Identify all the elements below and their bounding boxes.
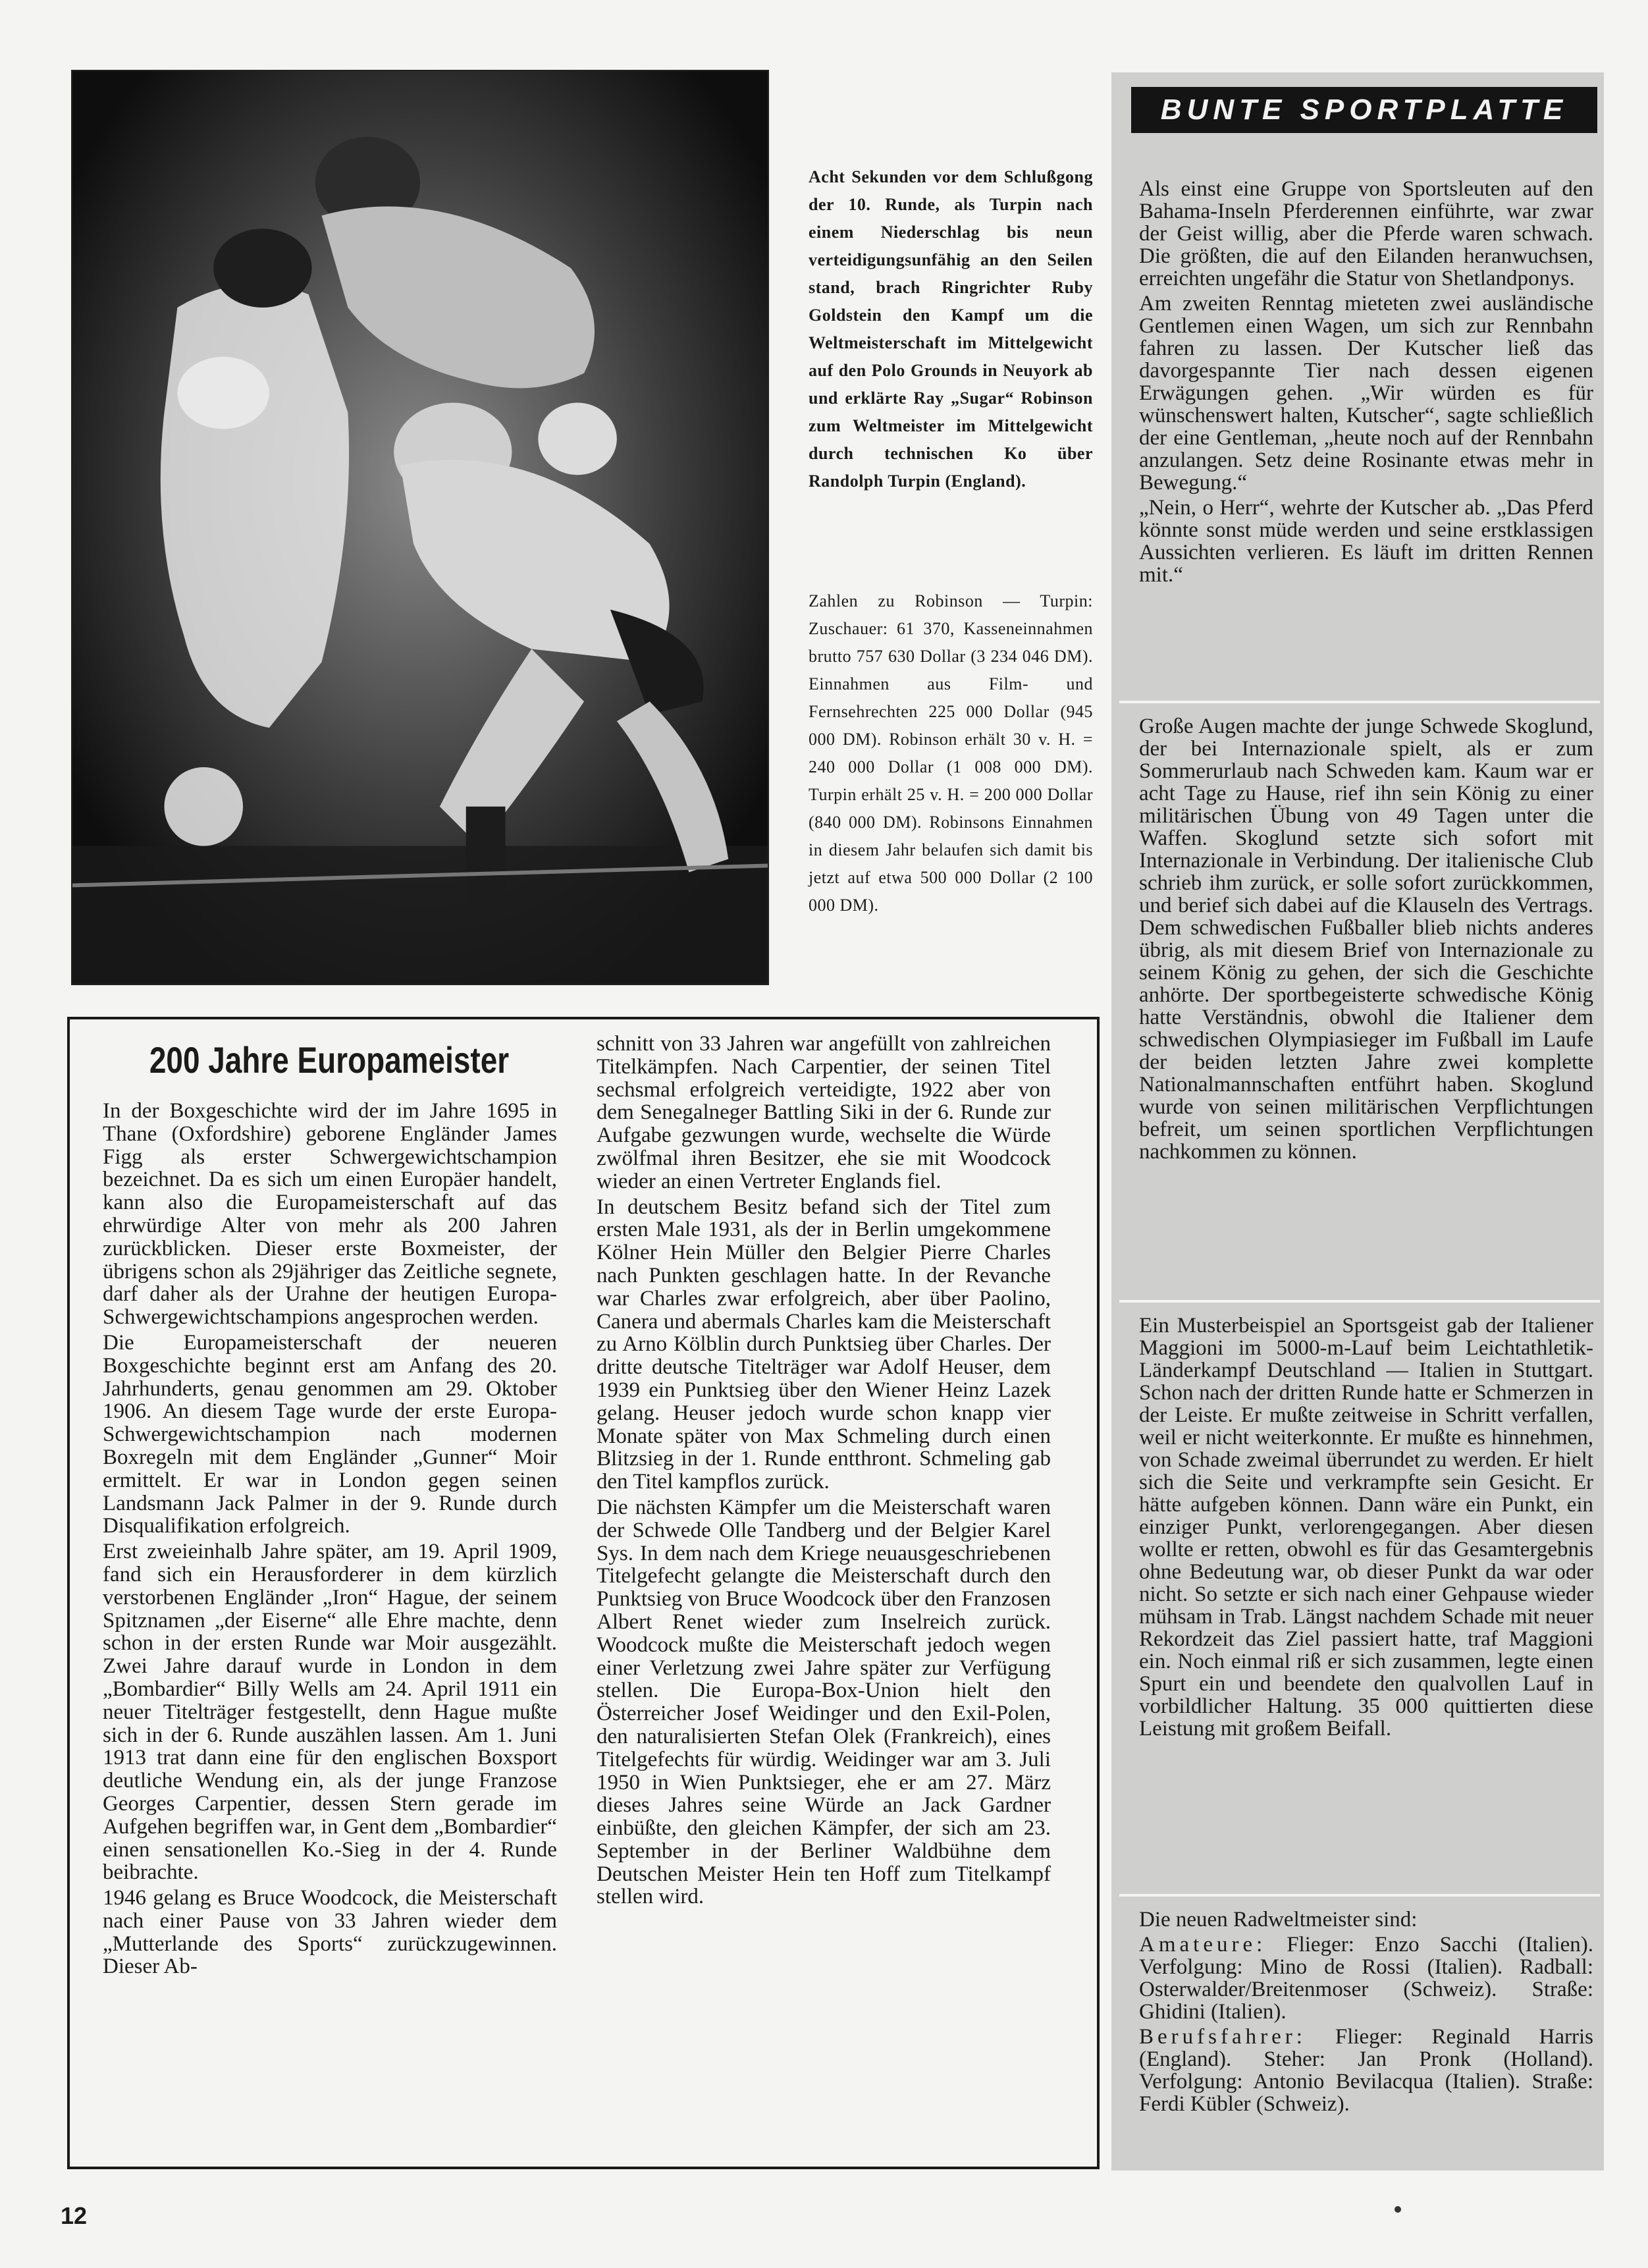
sidebar-paragraph: Die neuen Radweltmeister sind:	[1139, 1908, 1418, 1931]
article-paragraph: 1946 gelang es Bruce Woodcock, die Meisterschaft nach einer Pause von 33 Jahren wieder dem „Mutterlande des Sports“ zurückzugewinnen. Dieser Ab-	[103, 1886, 557, 1979]
article-headline: 200 Jahre Europameister	[149, 1039, 510, 1081]
article-column-2	[597, 1033, 1051, 1911]
sidebar-story-horse-racing	[1139, 178, 1593, 589]
category-label: Amateure:	[1139, 1933, 1267, 1957]
sidebar-story-maggioni	[1139, 1314, 1593, 1742]
sidebar-title: BUNTE SPORTPLATTE	[1131, 87, 1597, 133]
article-paragraph: In der Boxgeschichte wird der im Jahre 1695 in Thane (Oxfordshire) geborene Engländer James Figg als erster Schwergewichtschampion bezeichnet. Da es sich um einen Europäer handelt, kann also die Europameisterschaft auf das ehrwürdige Alter von mehr als 200 Jahren zurückblicken. Dieser erste Boxmeister, der übrigens schon als 29jähriger das Zeitliche segnete, darf daher als der Urahne der heutigen Europa-Schwergewichtschampions angesprochen werden.	[103, 1099, 557, 1330]
sidebar-paragraph: Als einst eine Gruppe von Sportsleuten auf den Bahama-Inseln Pferderennen einführte, war zwar der Geist willig, aber die Pferde waren schwach. Die größten, die auf den Eilanden heranwuchsen, erreichten ungefähr die Statur von Shetlandponys.	[1139, 177, 1593, 290]
category-text: Flieger: Enzo Sacchi (Italien). Verfolgung: Mino de Rossi (Italien). Radball: Osterwalder/Breitenmoser (Schweiz). Straße: Ghidini (Italien).	[1139, 1933, 1593, 2024]
article-paragraph: schnitt von 33 Jahren war angefüllt von zahlreichen Titelkämpfen. Nach Carpentier, der seinen Titel sechsmal erfolgreich verteidigte, 1922 aber von dem Senegalneger Battling Siki in der 6. Runde zur Aufgabe gezwungen wurde, wechselte die Würde zwölfmal ihren Besitzer, ehe sie mit Woodcock wieder an einen Vertreter Englands fiel.	[597, 1032, 1051, 1193]
sidebar-paragraph: Am zweiten Renntag mieteten zwei ausländische Gentlemen einen Wagen, um sich zur Rennbahn fahren zu lassen. Der Kutscher ließ das davorgespannte Tier nach dessen eigenen Erwägungen gehen. „Wir würden es für wünschenswert halten, Kutscher“, sagte schließlich der eine Gentleman, „heute noch auf der Rennbahn anzulangen. Setz deine Rosinante etwas mehr in Bewegung.“	[1139, 292, 1593, 495]
article-paragraph: Erst zweieinhalb Jahre später, am 19. April 1909, fand sich ein Herausforderer in dem kürzlich verstorbenen Engländer „Iron“ Hague, der seinem Spitznamen „der Eiserne“ alle Ehre machte, denn schon in der ersten Runde war Moir ausgezählt. Zwei Jahre darauf wurde in London in dem „Bombardier“ Billy Wells am 24. April 1911 ein neuer Titelträger festgestellt, denn Hague mußte sich in der 6. Runde auszählen lassen. Am 1. Juni 1913 trat dann eine für den englischen Boxsport deutliche Wendung ein, als der junge Franzose Georges Carpentier, dessen Stern gerade im Aufgehen begriffen war, in Gent dem „Bombardier“ einen sensationellen Ko.-Sieg in der 4. Runde beibrachte.	[103, 1540, 557, 1885]
sidebar-divider	[1119, 1300, 1600, 1303]
article-paragraph: Die nächsten Kämpfer um die Meisterschaft waren der Schwede Olle Tandberg und der Belgier Karel Sys. In dem nach dem Kriege neuausgeschriebenen Titelgefecht gelangte die Meisterschaft durch den Punktsieg von Bruce Woodcock über den Franzosen Albert Renet wieder zum Inselreich zurück. Woodcock mußte die Meisterschaft jedoch wegen einer Verletzung zwei Jahre später zur Verfügung stellen. Die Europa-Box-Union hielt den Österreicher Josef Weidinger und den Exil-Polen, den naturalisierten Stefan Olek (Frankreich), eines Titelgefechts für würdig. Weidinger war am 3. Juli 1950 in Wien Punktsieger, ehe er am 27. März dieses Jahres seine Würde an Jack Gardner einbüßte, den gleichen Kämpfer, der sich am 23. September in der Berliner Waldbühne dem Deutschen Meister Hein ten Hoff zum Titelkampf stellen wird.	[597, 1495, 1051, 1909]
sidebar-paragraph	[1139, 2026, 1593, 2115]
photo-caption: Acht Sekunden vor dem Schlußgong der 10. Runde, als Turpin nach einem Niederschlag bis neun verteidigungsunfähig an den Seilen stand, brach Ringrichter Ruby Goldstein den Kampf um die Weltmeisterschaft im Mittelgewicht auf den Polo Grounds in Neuyork ab und erklärte Ray „Sugar“ Robinson zum Weltmeister im Mittelgewicht durch technischen Ko über Randolph Turpin (England).	[809, 167, 1093, 491]
print-mark	[1395, 2206, 1401, 2213]
sidebar-paragraph: „Nein, o Herr“, wehrte der Kutscher ab. „Das Pferd könnte sonst müde werden und seine erstklassigen Aussichten verlieren. Es läuft im dritten Rennen mit.“	[1139, 496, 1593, 587]
category-text: Flieger: Reginald Harris (England). Steher: Jan Pronk (Holland). Verfolgung: Antonio Bevilacqua (Italien). Straße: Ferdi Kübler (Schweiz).	[1139, 2025, 1593, 2116]
sidebar-divider	[1119, 1894, 1600, 1897]
category-label: Berufsfahrer:	[1139, 2025, 1306, 2049]
fight-statistics: Zahlen zu Robinson — Turpin: Zuschauer: 61 370, Kasseneinnahmen brutto 757 630 Dollar (3 234 046 DM). Einnahmen aus Film- und Fernsehrechten 225 000 Dollar (945 000 DM). Robinson erhält 30 v. H. = 240 000 Dollar (1 008 000 DM). Turpin erhält 25 v. H. = 200 000 Dollar (840 000 DM). Robinsons Einnahmen in diesem Jahr belaufen sich damit bis jetzt auf etwa 500 000 Dollar (2 100 000 DM).	[809, 591, 1093, 915]
sidebar-divider	[1119, 701, 1600, 703]
sidebar-paragraph	[1139, 1933, 1593, 2023]
sidebar-story-cycling	[1139, 1908, 1593, 2118]
article-column-1	[103, 1100, 557, 1981]
page-number: 12	[61, 2202, 88, 2229]
article-paragraph: Die Europameisterschaft der neueren Boxgeschichte beginnt erst am Anfang des 20. Jahrhunderts, genau genommen am 29. Oktober 1906. An diesem Tage wurde der erste Europa-Schwergewichtschampion nach modernen Boxregeln mit dem Engländer „Gunner“ Moir ermittelt. Er war in London gegen seinen Landsmann Jack Palmer in der 9. Runde durch Disqualifikation erfolgreich.	[103, 1330, 557, 1538]
sidebar-paragraph: Große Augen machte der junge Schwede Skoglund, der bei Internazionale spielt, als er zum Sommerurlaub nach Schweden kam. Kaum war er acht Tage zu Hause, rief ihn sein König zu einer militärischen Übung von 49 Tagen unter die Waffen. Skoglund setzte sich sofort mit Internazionale in Verbindung. Der italienische Club schrieb ihm zurück, er solle sofort zurückkommen, und berief sich dabei auf die Klauseln des Vertrags. Dem schwedischen Fußballer blieb nichts anderes übrig, als mit diesem Brief von Internazionale zu seinem König zu gehen, der sich die Geschichte anhörte. Der sportbegeisterte schwedische König hatte Verständnis, obwohl die Italiener dem schwedischen Olympiasieger im Fußball im Laufe der beiden letzten Jahre zwei komplette Nationalmannschaften entführt haben. Skoglund wurde von seinen militärischen Verpflichtungen befreit, um seinen sportlichen Verpflichtungen nachkommen zu können.	[1139, 715, 1593, 1164]
boxing-match-photo	[71, 70, 769, 985]
sidebar-paragraph: Ein Musterbeispiel an Sportsgeist gab der Italiener Maggioni im 5000-m-Lauf beim Leichtathletik-Länderkampf Deutschland — Italien in Stuttgart. Schon nach der dritten Runde hatte er Schmerzen in der Leiste. Er mußte zeitweise in Schritt verfallen, weil er nicht weiterkonnte. Er mußte es hinnehmen, von Schade zweimal überrundet zu werden. Er hielt sich die Seite und verkrampfte sein Gesicht. Er hätte aufgeben können. Dann wäre ein Punkt, ein einziger Punkt, verlorengegangen. Aber diesen wollte er retten, obwohl es für das Gesamtergebnis ohne Bedeutung war, ob dieser Punkt da war oder nicht. So setzte er sich nach einer Gehpause wieder mühsam in Trab. Längst nachdem Schade mit neuer Rekordzeit das Ziel passiert hatte, traf Maggioni ein. Noch einmal riß er sich zusammen, legte einen Spurt ein und beendete den qualvollen Lauf in vorbildlicher Haltung. 35 000 quittierten diese Leistung mit großem Beifall.	[1139, 1314, 1593, 1741]
article-paragraph: In deutschem Besitz befand sich der Titel zum ersten Male 1931, als der in Berlin umgekommene Kölner Hein Müller den Belgier Pierre Charles nach Punkten geschlagen hatte. In der Revanche war Charles zwar erfolgreich, aber über Paolino, Canera und abermals Charles kam die Meisterschaft zu Arno Kölblin durch Punktsieg über Charles. Der dritte deutsche Titelträger war Adolf Heuser, dem 1939 ein Punktsieg über den Wiener Heinz Lazek gelang. Heuser jedoch wurde schon knapp vier Monate später von Max Schmeling durch einen Blitzsieg in der 1. Runde entthront. Schmeling gab den Titel kampflos zurück.	[597, 1195, 1051, 1494]
sidebar-story-skoglund	[1139, 715, 1593, 1166]
boxing-match-photo-icon	[72, 71, 768, 984]
